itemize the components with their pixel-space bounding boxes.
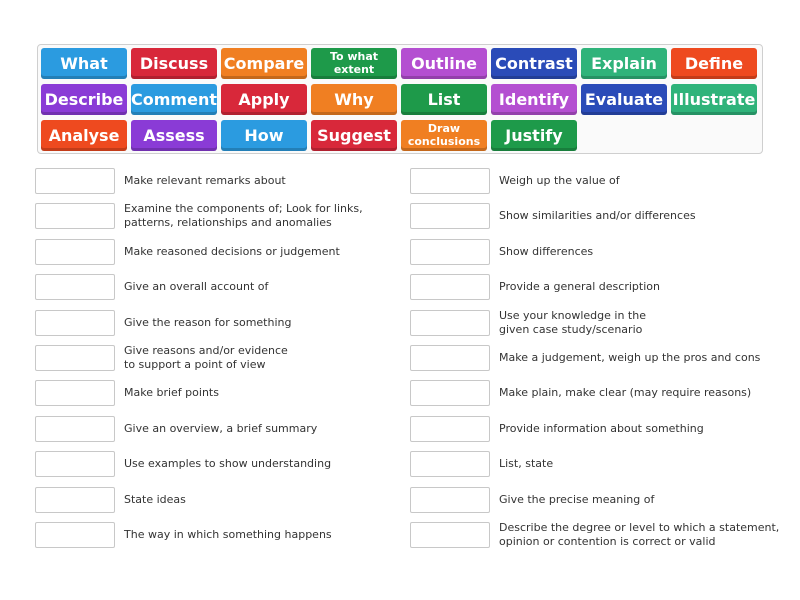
answer-tile[interactable]: How [221, 120, 307, 151]
definition-text-right: Show similarities and/or differences [499, 209, 696, 223]
answer-slot-left[interactable] [35, 416, 115, 442]
definition-text-left: Make reasoned decisions or judgement [124, 244, 340, 258]
answer-slot-right[interactable] [410, 274, 490, 300]
answer-slot-left[interactable] [35, 522, 115, 548]
answer-tile[interactable]: What [41, 48, 127, 79]
answer-slot-right[interactable] [410, 416, 490, 442]
definition-text-right: Show differences [499, 244, 594, 258]
definition-text-right: Describe the degree or level to which a statement, opinion or contention is correct or valid [499, 521, 780, 548]
answer-slot-left[interactable] [35, 380, 115, 406]
definition-text-left: Use examples to show understanding [124, 457, 332, 471]
definition-text-right: Provide information about something [499, 421, 704, 435]
answer-slot-left[interactable] [35, 451, 115, 477]
answer-slot-left[interactable] [35, 239, 115, 265]
answer-slot-right[interactable] [410, 203, 490, 229]
answer-tile[interactable]: Apply [221, 84, 307, 115]
answer-tile[interactable]: Describe [41, 84, 127, 115]
definition-text-right: Provide a general description [499, 280, 660, 294]
answer-slot-left[interactable] [35, 274, 115, 300]
definition-text-right: Weigh up the value of [499, 174, 620, 187]
answer-tile[interactable]: Suggest [311, 120, 397, 151]
answer-slot-left[interactable] [35, 310, 115, 336]
answer-tile[interactable]: Discuss [131, 48, 217, 79]
answer-slot-left[interactable] [35, 168, 115, 194]
definition-text-left: Examine the components of; Look for links, patterns, relationships and anomalies [124, 202, 363, 230]
answer-tile[interactable]: Contrast [491, 48, 577, 79]
answer-tile[interactable]: List [401, 84, 487, 115]
answer-slot-right[interactable] [410, 310, 490, 336]
definition-text-left: Give reasons and/or evidence to support a point of view [124, 344, 288, 371]
answer-tile[interactable]: Outline [401, 48, 487, 79]
definition-text-right: Use your knowledge in the given case study/scenario [499, 308, 646, 336]
answer-tile[interactable]: Assess [131, 120, 217, 151]
answer-tile[interactable]: Justify [491, 120, 577, 151]
answer-tile[interactable]: Identify [491, 84, 577, 115]
answer-slot-right[interactable] [410, 380, 490, 406]
answer-tile[interactable]: Explain [581, 48, 667, 79]
definition-text-left: Give an overview, a brief summary [124, 421, 318, 435]
answer-tile[interactable]: Why [311, 84, 397, 115]
definition-text-left: Give an overall account of [124, 280, 269, 294]
answer-slot-right[interactable] [410, 451, 490, 477]
answer-tile[interactable]: To what extent [311, 48, 397, 79]
answer-slot-right[interactable] [410, 168, 490, 194]
definition-text-left: State ideas [124, 492, 186, 506]
definition-text-right: Give the precise meaning of [499, 492, 655, 506]
answer-slot-right[interactable] [410, 239, 490, 265]
definition-text-right: List, state [499, 457, 554, 471]
answer-tile[interactable]: Define [671, 48, 757, 79]
answer-tile[interactable]: Comment [131, 84, 217, 115]
answer-tile[interactable]: Illustrate [671, 84, 757, 115]
definition-text-left: Give the reason for something [124, 315, 292, 329]
answer-tile[interactable]: Analyse [41, 120, 127, 151]
answer-tile[interactable]: Draw conclusions [401, 120, 487, 151]
answer-slot-right[interactable] [410, 522, 490, 548]
answer-slot-left[interactable] [35, 345, 115, 371]
answer-slot-right[interactable] [410, 487, 490, 513]
answer-tile[interactable]: Compare [221, 48, 307, 79]
answer-slot-left[interactable] [35, 487, 115, 513]
definition-text-left: Make relevant remarks about [124, 174, 286, 187]
definition-text-left: Make brief points [124, 386, 219, 400]
answer-slot-left[interactable] [35, 203, 115, 229]
answer-slot-right[interactable] [410, 345, 490, 371]
definition-text-right: Make a judgement, weigh up the pros and cons [499, 351, 761, 364]
definition-text-right: Make plain, make clear (may require reasons) [499, 386, 752, 400]
definition-text-left: The way in which something happens [124, 528, 332, 541]
answer-tile[interactable]: Evaluate [581, 84, 667, 115]
